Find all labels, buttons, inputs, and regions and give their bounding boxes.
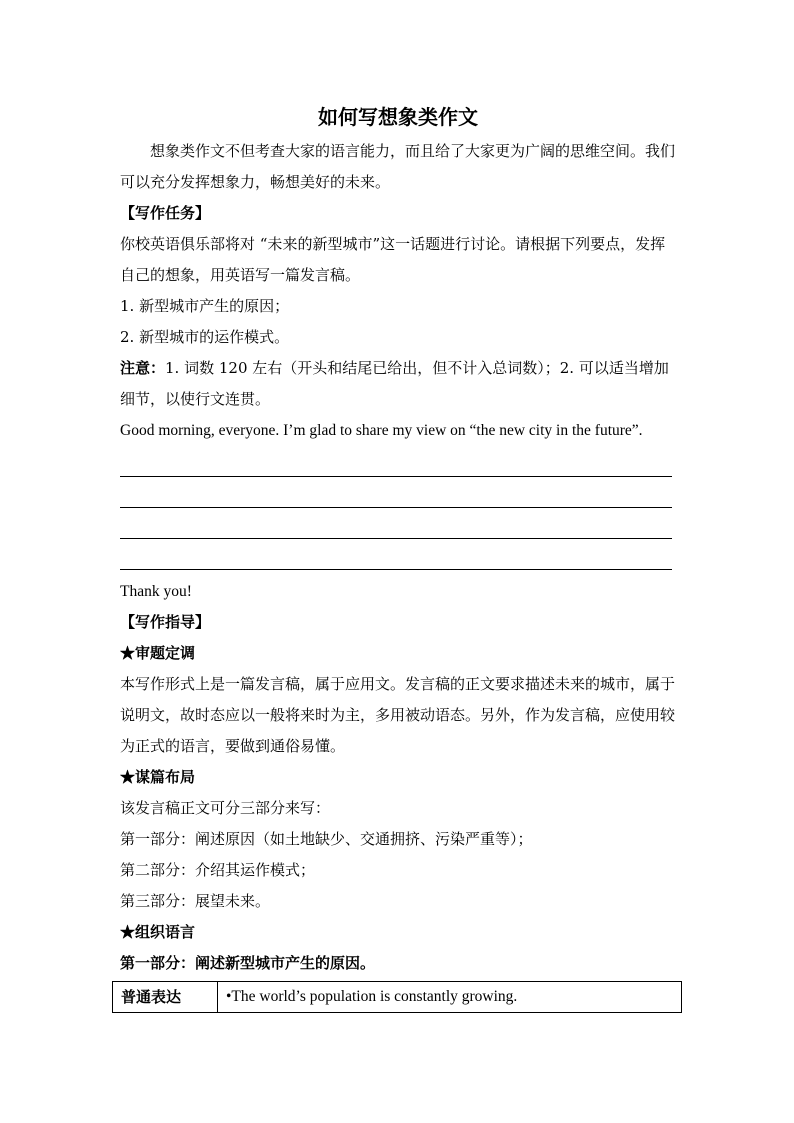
section-heading: ★组织语言 <box>120 923 196 941</box>
essay-closing: Thank you! <box>120 583 192 600</box>
outline-line: 第一部分：阐述原因（如土地缺少、交通拥挤、污染严重等）； <box>120 830 533 848</box>
writing-line[interactable] <box>120 446 672 477</box>
table-content-cell: •The world’s population is constantly growing. <box>218 982 682 1013</box>
writing-line[interactable] <box>120 508 672 539</box>
expression-table <box>112 981 682 1013</box>
intro-paragraph: 想象类作文不但考查大家的语言能力，而且给了大家更为广阔的思维空间。我们可以充分发挥想象力，畅想美好的未来。 <box>120 142 676 191</box>
table-label-cell: 普通表达 <box>113 982 218 1013</box>
point-item: 2. 新型城市的运作模式。 <box>120 328 290 346</box>
note-text: 1. 词数 120 左右（开头和结尾已给出，但不计入总词数）；2. 可以适当增加细节，以使行文连贯。 <box>120 359 669 408</box>
writing-line[interactable] <box>120 477 672 508</box>
section-heading: ★审题定调 <box>120 644 196 662</box>
note-label: 注意： <box>120 359 166 377</box>
task-text: 你校英语俱乐部将对 “未来的新型城市”这一话题进行讨论。请根据下列要点，发挥自己的想象，用英语写一篇发言稿。 <box>120 235 666 284</box>
table-row <box>113 982 682 1013</box>
document-page <box>120 100 676 1013</box>
part-heading: 第一部分：阐述新型城市产生的原因。 <box>120 954 376 972</box>
guide-heading: 【写作指导】 <box>120 613 211 631</box>
section-text: 本写作形式上是一篇发言稿，属于应用文。发言稿的正文要求描述未来的城市，属于说明文，故时态应以一般将来时为主，多用被动语态。另外，作为发言稿，应使用较为正式的语言，要做到通俗易懂。 <box>120 675 676 755</box>
essay-opening: Good morning, everyone. I’m glad to share my view on “the new city in the future”. <box>120 422 643 439</box>
outline-line: 该发言稿正文可分三部分来写： <box>120 799 331 817</box>
document-title: 如何写想象类作文 <box>318 105 478 129</box>
task-heading: 【写作任务】 <box>120 204 211 222</box>
section-heading: ★谋篇布局 <box>120 768 196 786</box>
outline-line: 第二部分：介绍其运作模式； <box>120 861 316 879</box>
note-paragraph <box>120 353 676 415</box>
writing-line[interactable] <box>120 539 672 570</box>
point-item: 1. 新型城市产生的原因； <box>120 297 290 315</box>
outline-line: 第三部分：展望未来。 <box>120 892 271 910</box>
